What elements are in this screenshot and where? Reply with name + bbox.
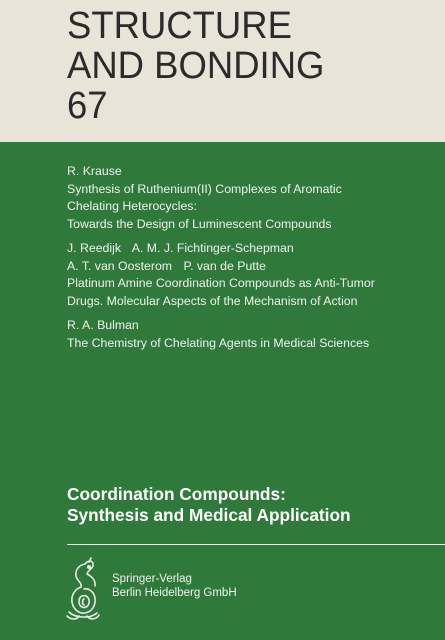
contribution-bulman — [67, 317, 437, 352]
contribution-krause — [67, 163, 437, 233]
series-title-line-2: AND BONDING — [67, 45, 325, 87]
contribution-title-line: The Chemistry of Chelating Agents in Medical Sciences — [67, 335, 370, 350]
author-name: R. Krause — [67, 164, 122, 178]
publisher-imprint — [112, 572, 237, 600]
series-header-band — [0, 0, 445, 142]
series-title — [67, 6, 324, 126]
contribution-authors — [67, 317, 437, 335]
contribution-authors — [67, 240, 437, 258]
contribution-title-line: Towards the Design of Luminescent Compounds — [67, 216, 332, 231]
volume-title — [67, 484, 351, 526]
volume-title-line-1: Coordination Compounds: — [67, 484, 286, 504]
series-title-line-1: STRUCTURE — [67, 5, 292, 47]
contribution-title-line: Platinum Amine Coordination Compounds as Anti-Tumor — [67, 276, 375, 290]
author-name: R. A. Bulman — [67, 318, 139, 332]
author-name: A. M. J. Fichtinger-Schepman — [131, 241, 294, 255]
publisher-name: Springer-Verlag — [112, 573, 192, 585]
volume-title-line-2: Synthesis and Medical Application — [67, 505, 351, 525]
author-name: P. van de Putte — [183, 258, 266, 273]
contribution-title-line: Synthesis of Ruthenium(II) Complexes of Aromatic — [67, 181, 342, 196]
author-name: J. Reedijk — [67, 241, 121, 255]
springer-knight-logo-icon — [63, 556, 103, 622]
publisher-location: Berlin Heidelberg GmbH — [112, 587, 237, 599]
contribution-reedijk — [67, 240, 437, 310]
contribution-authors — [67, 163, 437, 181]
contribution-authors — [67, 258, 437, 276]
volume-number: 67 — [67, 85, 108, 127]
contribution-title-line: Chelating Heterocycles: — [67, 199, 197, 213]
divider-rule — [67, 544, 445, 545]
table-of-contents — [67, 163, 437, 359]
author-name: A. T. van Oosterom — [67, 258, 173, 273]
contribution-title-line: Drugs. Molecular Aspects of the Mechanism of Action — [67, 293, 358, 308]
